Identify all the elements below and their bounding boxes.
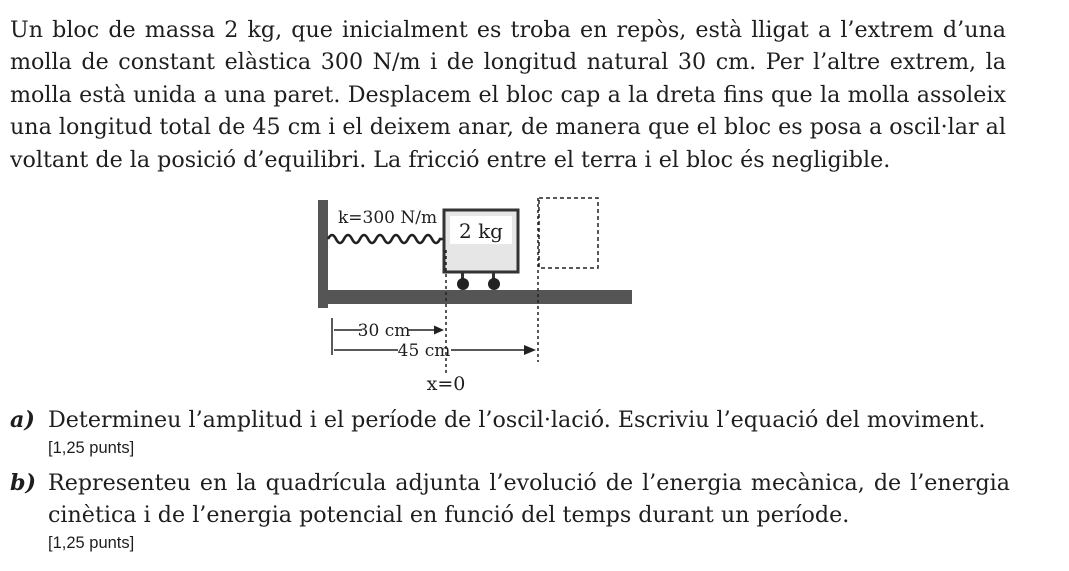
- question-b: [10, 467, 1010, 555]
- question-a: [10, 404, 1010, 460]
- mass-label: 2 kg: [458, 219, 504, 243]
- displaced-block-outline: [539, 198, 598, 268]
- wheel-right: [488, 278, 500, 290]
- problem-statement: Un bloc de massa 2 kg, que inicialment es troba en repòs, està lligat a l’extrem d’una molla de constant elàstica 300 N/m i de longitud natural 30 cm. Per l’altre extrem, la molla està unida a una paret. Desplacem el bloc cap a la dreta fins que la molla assoleix una longitud total de 45 cm i el deixem anar, de manera que el bloc es posa a oscil·lar al voltant de la posició d’equilibri. La fricció entre el terra i el bloc és negligible.: [10, 17, 1006, 173]
- dim-30-arrowhead: [434, 326, 444, 335]
- question-b-text: Representeu en la quadrícula adjunta l’evolució de l’energia mecànica, de l’energia cinètica i de l’energia potencial en funció del temps durant un període.: [48, 470, 1010, 528]
- spring-mass-figure: [318, 190, 638, 400]
- question-a-points: [1,25 punts]: [48, 439, 135, 457]
- spring-constant-label: k=300 N/m: [338, 208, 438, 228]
- dimension-30-label: 30 cm: [357, 321, 411, 341]
- spring-mass-diagram: [318, 190, 638, 400]
- dim-45-arrowhead: [524, 345, 536, 355]
- dimension-45-label: 45 cm: [397, 341, 451, 361]
- wheel-left: [457, 278, 469, 290]
- question-b-label: b): [10, 470, 37, 496]
- question-b-points: [1,25 punts]: [48, 534, 135, 552]
- question-a-label: a): [10, 407, 35, 433]
- origin-label: x=0: [426, 373, 466, 395]
- floor: [318, 290, 632, 304]
- question-a-text: Determineu l’amplitud i el període de l’oscil·lació. Escriviu l’equació del moviment.: [48, 407, 986, 433]
- spring-coils: [328, 235, 446, 243]
